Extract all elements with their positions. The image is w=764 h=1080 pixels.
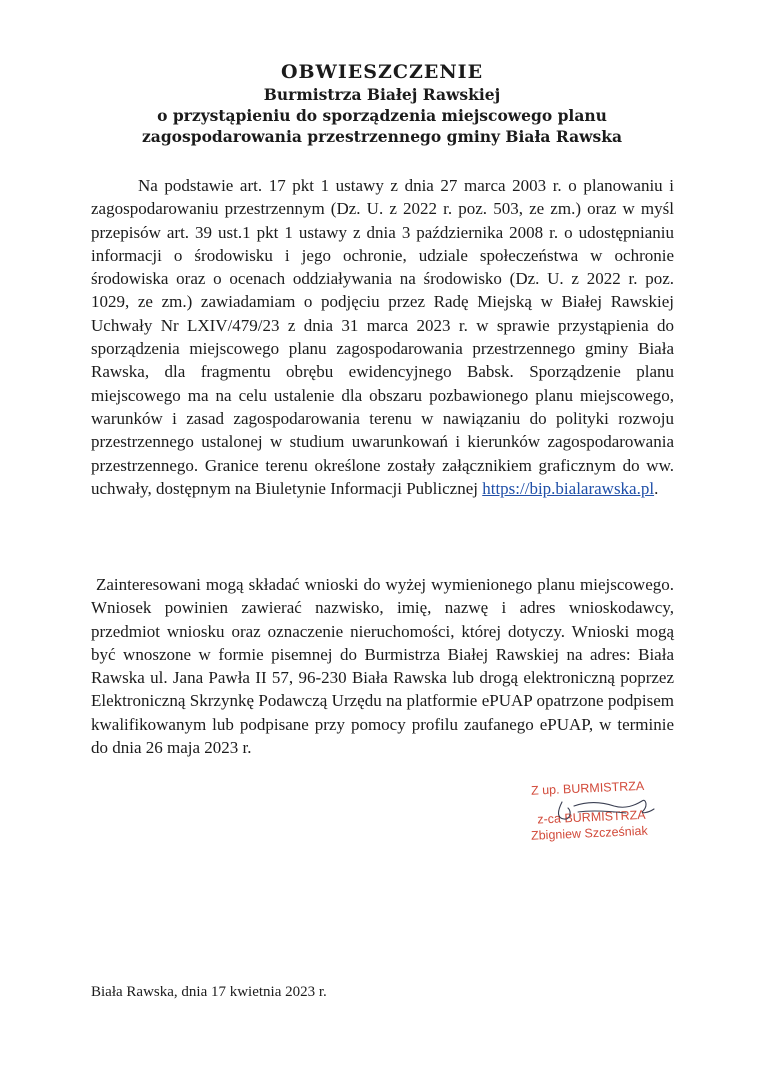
- paragraph-application-info-text: Zainteresowani mogą składać wnioski do wyżej wymienionego planu miejscowego. Wniosek powinien zawierać nazwisko, imię, nazwę i adres wnioskodawcy, przedmiot wniosku oraz oznaczenie nieruchomości, której dotyczy. Wnioski mogą być wnoszone w formie pisemnej do Burmistrza Białej Rawskiej na adres: Biała Rawska ul. Jana Pawła II 57, 96-230 Biała Rawska lub drogą elektroniczną poprzez Elektroniczną Skrzynkę Podawczą Urzędu na platformie ePUAP opatrzone podpisem kwalifikowanym lub podpisane przy pomocy profilu zaufanego ePUAP, w terminie do dnia 26 maja 2023 r.: [91, 575, 674, 758]
- header-issuer: Burmistrza Białej Rawskiej: [263, 85, 501, 104]
- header-subject-line-1: o przystąpieniu do sporządzenia miejscowego planu: [157, 106, 607, 125]
- document-header: [0, 60, 764, 147]
- paragraph-end-punctuation: .: [654, 478, 659, 498]
- paragraph-legal-basis: [91, 174, 674, 500]
- document-title: OBWIESZCZENIE: [280, 61, 484, 83]
- handwritten-signature: [548, 792, 658, 824]
- paragraph-legal-basis-text: Na podstawie art. 17 pkt 1 ustawy z dnia 27 marca 2003 r. o planowaniu i zagospodarowaniu przestrzennym (Dz. U. z 2022 r. poz. 503, ze zm.) oraz w myśl przepisów art. 39 ust.1 pkt 1 ustawy z dnia 3 października 2008 r. o udostępnianiu informacji o środowisku i jego ochronie, udziale społeczeństwa w ochronie środowiska oraz o ocenach oddziaływania na środowisko (Dz. U. z 2022 r. poz. 1029, ze zm.) zawiadamiam o podjęciu przez Radę Miejską w Białej Rawskiej Uchwały Nr LXIV/479/23 z dnia 31 marca 2023 r. w sprawie przystąpienia do sporządzenia miejscowego planu zagospodarowania przestrzennego gminy Biała Rawska, dla fragmentu obrębu ewidencyjnego Babsk. Sporządzenie planu miejscowego ma na celu ustalenie dla obszaru pozbawionego planu miejscowego, warunków i zasad zagospodarowania terenu w nawiązaniu do polityki rozwoju przestrzennego ustalonej w studium uwarunkowań i kierunków zagospodarowania przestrzennego. Granice terenu określone zostały załącznikiem graficznym do ww. uchwały, dostępnym na Biuletynie Informacji Publicznej: [91, 176, 674, 498]
- stamp-line-authorization: Z up. BURMISTRZA: [530, 778, 645, 798]
- place-and-date: Biała Rawska, dnia 17 kwietnia 2023 r.: [91, 984, 327, 1000]
- header-subject-line-2: zagospodarowania przestrzennego gminy Biała Rawska: [141, 127, 622, 146]
- stamp-line-name: Zbigniew Szcześniak: [530, 823, 648, 843]
- bip-link[interactable]: https://bip.bialarawska.pl: [482, 478, 655, 498]
- stamp-line-position: z-ca BURMISTRZA: [537, 807, 646, 827]
- paragraph-application-info: [91, 573, 674, 759]
